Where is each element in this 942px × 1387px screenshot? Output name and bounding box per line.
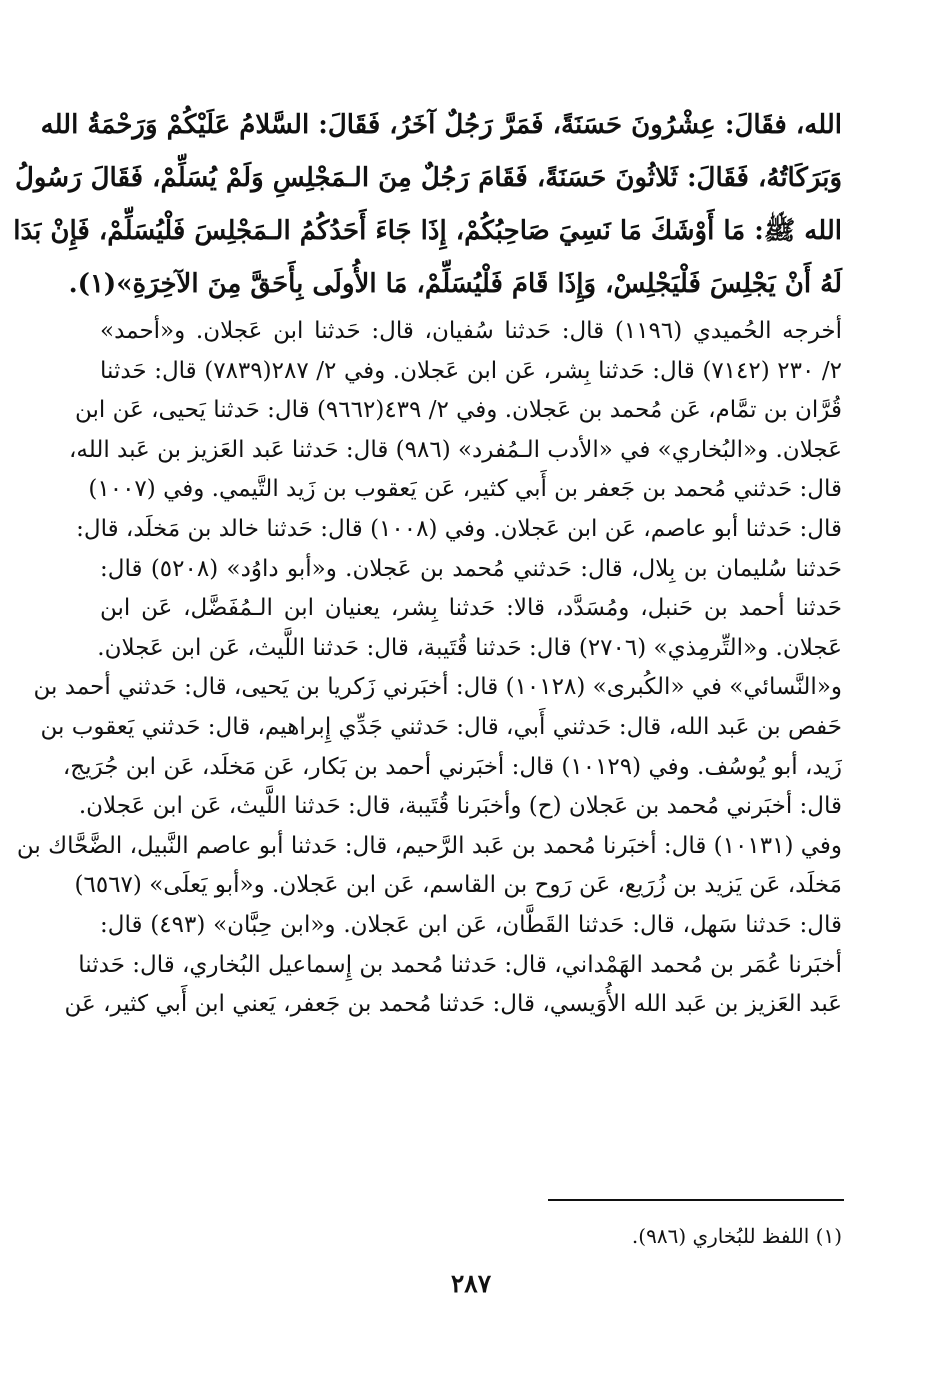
takhrij-line: و«النَّسائي» في «الكُبرى» (١٠١٢٨) قال: أخبَرني زَكريا بن يَحيى، قال: حَدثني أحمد بن <box>33 674 842 701</box>
hadith-line: الله، فقَالَ: عِشْرُونَ حَسَنَةً، فَمَرَّ رَجُلٌ آخَرُ، فَقَالَ: السَّلامُ عَلَيْكُمْ وَرَحْمَةُ الله <box>40 110 842 140</box>
hadith-line: الله ﷺ: مَا أَوْشَكَ مَا نَسِيَ صَاحِبُكُمْ، إِذَا جَاءَ أَحَدُكُمُ الـمَجْلِسَ فَلْيُسَلِّمْ، فَإِنْ بَدَا <box>13 216 842 246</box>
page-number: ٢٨٧ <box>450 1269 492 1298</box>
takhrij-line: حَفص بن عَبد الله، قال: حَدثني أَبي، قال: حَدثني جَدِّي إِبراهيم، قال: حَدثني يَعقوب بن <box>40 713 842 740</box>
takhrij-line: حَدثنا سُليمان بن بِلال، قال: حَدثني مُحمد بن عَجلان. و«أبو داوُد» (٥٢٠٨) قال: <box>100 555 842 582</box>
takhrij-text <box>16 312 843 1025</box>
takhrij-line: مَخلَد، عَن يَزيد بن زُرَيع، عَن رَوح بن القاسم، عَن ابن عَجلان. و«أبو يَعلَى» (٦٥٦٧) <box>74 872 842 899</box>
takhrij-line: ٢/ ٢٣٠ (٧١٤٢) قال: حَدثنا بِشر، عَن ابن عَجلان. وفي ٢/ ٢٨٧(٧٨٣٩) قال: حَدثنا <box>100 357 843 384</box>
hadith-line: لَهُ أَنْ يَجْلِسَ فَلْيَجْلِسْ، وَإِذَا قَامَ فَلْيُسَلِّمْ، مَا الأُولَى بِأَحَقَّ مِنَ الآخِرَةِ»(١). <box>68 269 842 299</box>
takhrij-line: حَدثنا أحمد بن حَنبل، ومُسَدَّد، قالا: حَدثنا بِشر، يعنيان ابن الـمُفَضَّل، عَن ابن <box>100 595 842 622</box>
footnote: (١) اللفظ للبُخاري (٩٨٦). <box>631 1224 842 1248</box>
takhrij-line: قال: حَدثنا سَهل، قال: حَدثنا القَطَّان، عَن ابن عَجلان. و«ابن حِبَّان» (٤٩٣) قال: <box>100 911 842 938</box>
footnote-separator <box>548 1199 844 1201</box>
takhrij-line: قُرَّان بن تمَّام، عَن مُحمد بن عَجلان. وفي ٢/ ٤٣٩(٩٦٦٢) قال: حَدثنا يَحيى، عَن ابن <box>74 397 842 424</box>
takhrij-line: أخرجه الحُميدي (١١٩٦) قال: حَدثنا سُفيان، قال: حَدثنا ابن عَجلان. و«أحمد» <box>100 318 843 344</box>
takhrij-line: عَبد العَزيز بن عَبد الله الأُوَيسي، قال: حَدثنا مُحمد بن جَعفر، يَعني ابن أَبي كثير، عَن <box>64 991 842 1018</box>
takhrij-line: زَيد، أبو يُوسُف. وفي (١٠١٢٩) قال: أخبَرني أحمد بن بَكار، عَن مَخلَد، عَن ابن جُرَيج، <box>62 753 842 780</box>
takhrij-line: قال: حَدثني مُحمد بن جَعفر بن أَبي كثير، عَن يَعقوب بن زَيد التَّيمي. وفي (١٠٠٧) <box>88 476 842 503</box>
takhrij-line: عَجلان. و«التِّرمِذي» (٢٧٠٦) قال: حَدثنا قُتَيبة، قال: حَدثنا اللَّيث، عَن ابن عَجلان. <box>97 634 842 661</box>
hadith-line: وَبَرَكَاتُهُ، فَقَالَ: ثَلاثُونَ حَسَنَةً، فَقَامَ رَجُلٌ مِنَ الـمَجْلِسِ وَلَمْ يُسَلِّمْ، فَقَالَ رَسُولُ <box>14 163 842 193</box>
takhrij-line: وفي (١٠١٣١) قال: أخبَرنا مُحمد بن عَبد الرَّحيم، قال: حَدثنا أبو عاصم النَّبيل، الضَّحَّاك بن <box>16 832 842 859</box>
takhrij-line: قال: أخبَرني مُحمد بن عَجلان (ح) وأخبَرنا قُتَيبة، قال: حَدثنا اللَّيث، عَن ابن عَجلان. <box>78 793 842 820</box>
hadith-text <box>13 99 842 311</box>
takhrij-line: عَجلان. و«البُخاري» في «الأدب الـمُفرد» (٩٨٦) قال: حَدثنا عَبد العَزيز بن عَبد الله، <box>68 436 842 463</box>
takhrij-line: قال: حَدثنا أبو عاصم، عَن ابن عَجلان. وفي (١٠٠٨) قال: حَدثنا خالد بن مَخلَد، قال: <box>76 515 842 542</box>
takhrij-line: أخبَرنا عُمَر بن مُحمد الهَمْداني، قال: حَدثنا مُحمد بن إِسماعيل البُخاري، قال: حَدثنا <box>78 951 842 978</box>
